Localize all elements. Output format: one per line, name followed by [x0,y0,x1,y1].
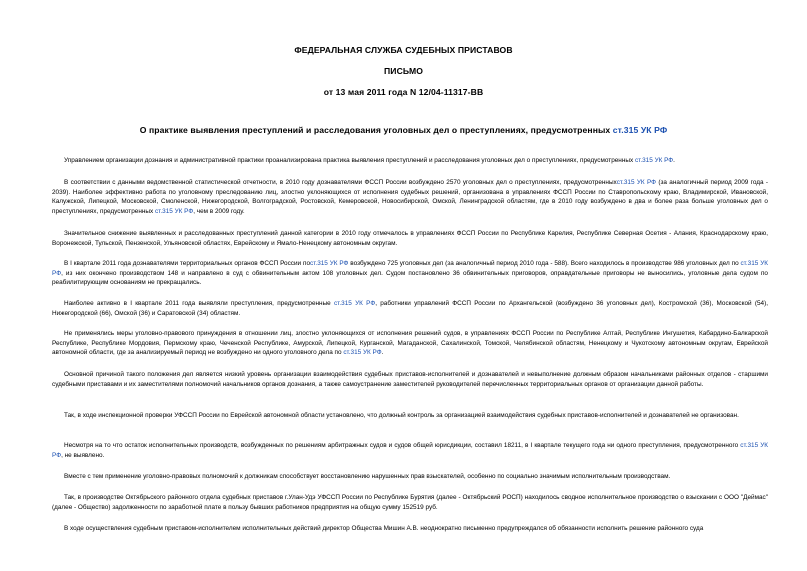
paragraph-text: Управлением организации дознания и административной практики проанализирована практика выявления преступлений и расследования уголовных дел о преступлениях, предусмотренных [64,157,635,164]
paragraph-text: , не выявлено. [61,451,105,459]
article-link[interactable]: ст.315 УК РФ [343,349,382,357]
paragraph-8: Так, в ходе инспекционной проверки УФССП России по Еврейской автономной области установлено, что должный контроль за организацией взаимодействия судебных приставов-исполнителей и дознавателей не организован. [64,412,739,419]
paragraph-text: Несмотря на то что остаток исполнительных производств, возбужденных по решениям арбитражных судов и судов общей юрисдикции, составил 18211, в I квартале текущего года ни одного преступления, предусмотренного [64,442,741,449]
paragraph-text: В соответствии с данными ведомственной статистической отчетности, в 2010 году дознавателями ФССП России возбуждено 2570 уголовных дел о преступлениях, предусмотренных [64,179,617,186]
paragraph-11: Так, в производстве Октябрьского районного отдела судебных приставов г.Улан-Удэ УФССП России по Республике Бурятия (далее - Октябрьский РОСП) находилось сводное исполнительное производство о взыскании с ООО "Деймас" (далее - Общество) задолженности по заработной плате в пользу бывших работников предприятия на общую сумму 152519 руб. [52,494,768,511]
paragraph-6 [52,329,768,358]
paragraph-text: , из них окончено производством 148 и направлено в суд с обвинительным актом 108 уголовных дел. Судом постановлено 36 обвинительных приговоров, оправдательные приговоры не выносились, уголовные дела судом по реабилитирующим основаниям не прекращались. [52,269,768,287]
document-subject [0,125,807,135]
document-date-number: от 13 мая 2011 года N 12/04-11317-ВВ [323,87,484,97]
article-link[interactable]: ст.315 УК РФ [333,300,376,307]
paragraph-text: Наиболее активно в I квартале 2011 года выявляли преступления, предусмотренные [64,300,334,307]
paragraph-text: возбуждено 725 уголовных дел (за аналогичный период 2010 года - 588). Всего находилось в производстве 986 уголовных дел по [348,260,741,267]
article-link[interactable]: ст.315 УК РФ [310,260,349,267]
paragraph-12: В ходе осуществления судебным приставом-исполнителем исполнительных действий директор Общества Мишин А.В. неоднократно письменно предупреждался об обязанности исполнить решение районного суда [64,525,704,532]
paragraph-4 [52,259,768,288]
agency-title: ФЕДЕРАЛЬНАЯ СЛУЖБА СУДЕБНЫХ ПРИСТАВОВ [294,45,513,55]
paragraph-text: . [673,157,675,164]
subject-text: О практике выявления преступлений и расследования уголовных дел о преступлениях, предусмотренных [139,125,613,135]
paragraph-text: . [381,349,384,357]
paragraph-9 [52,441,768,460]
paragraph-1 [52,156,768,166]
article-link[interactable]: ст.315 УК РФ [52,442,768,459]
paragraph-7: Основной причиной такого положения дел является низкий уровень организации взаимодействия судебных приставов-исполнителей и дознавателей и невыполнение должным образом начальниками районных отделов - старшими судебными приставами и их заместителями полномочий начальников органов дознания, а также самоустранение заместителей руководителей перечисленных территориальных органов от организации данной работы. [52,371,768,388]
paragraph-text: В I квартале 2011 года дознавателями территориальных органов ФССП России по [64,260,311,267]
paragraph-3: Значительное снижение выявленных и расследованных преступлений данной категории в 2010 году отмечалось в управлениях ФССП России по Республике Карелия, Республике Северная Осетия - Алания, Краснодарскому краю, Воронежской, Тульской, Пензенской, Ульяновской областях, Еврейскому и Ямало-Ненецкому автономным округам. [52,230,768,247]
subject-article-link[interactable]: ст.315 УК РФ [612,125,668,135]
paragraph-text: (за аналогичный период 2009 года - 2039). Наиболее эффективно работа по уголовному преследованию лиц, злостно уклоняющихся от исполнения судебных решений, организована в управлениях ФССП России по Ставропольскому краю, Владимирской, Ивановской, Калужской, Липецкой, Московской, Смоленской, Нижегородской, Волгоградской, Ростовской, Кемеровской, Новосибирской, Омской, Ленинградской областям, где в 2010 году возбуждено в два и более раза больше уголовных дел о преступлениях, предусмотренных [52,179,768,215]
article-link[interactable]: ст.315 УК РФ [634,157,674,164]
paragraph-5 [52,299,768,318]
article-link[interactable]: ст.315 УК РФ [616,179,657,186]
article-link[interactable]: ст.315 УК РФ [154,207,194,215]
paragraph-2 [52,178,768,216]
document-type: ПИСЬМО [384,66,423,76]
paragraph-text: , работники управлений ФССП России по Архангельской (возбуждено 36 уголовных дел), Костромской (36), Московской (54), Нижегородской (66), Омской (36) и Саратовской (34) областям. [52,300,768,317]
paragraph-text: , чем в 2009 году. [193,207,245,215]
article-link[interactable]: ст.315 УК РФ [52,260,768,277]
paragraph-text: Не применялись меры уголовно-правового принуждения в отношении лиц, злостно уклоняющихся от исполнения решений судов, в управлениях ФССП России по Республике Алтай, Республике Ингушетия, Кабардино-Балкарской Республике, Республике Мордовия, Пермскому краю, Чеченской Республике, Амурской, Липецкой, Курганской, Магаданской, Сахалинской, Томской, Челябинской областям, Ненецкому и Чукотскому автономным округам, Еврейской автономной области, где за анализируемый период не возбуждено ни одного уголовного дела по [52,330,768,357]
paragraph-10: Вместе с тем применение уголовно-правовых полномочий к должникам способствует восстановлению нарушенных прав взыскателей, особенно по социально значимым исполнительным производствам. [64,473,671,480]
